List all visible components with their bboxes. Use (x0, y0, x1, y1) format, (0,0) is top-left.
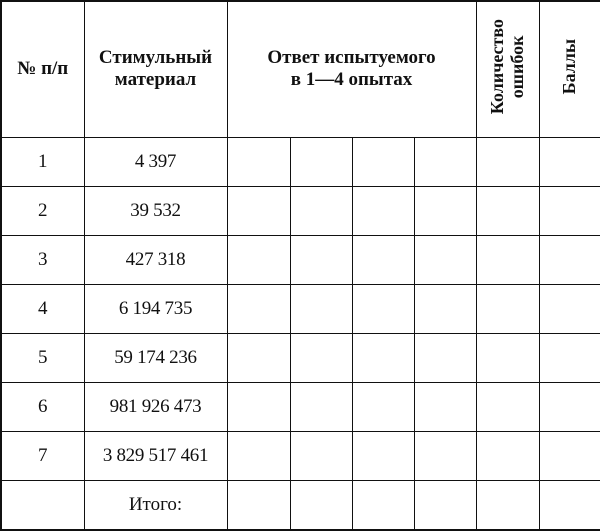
table-row (1, 186, 600, 235)
row-stimulus: 981 926 473 (84, 382, 227, 431)
response-cell-2 (290, 382, 352, 431)
table-row (1, 431, 600, 480)
response-cell-3 (352, 186, 414, 235)
total-response-cell-4 (414, 480, 476, 530)
row-stimulus: 427 318 (84, 235, 227, 284)
table-row (1, 382, 600, 431)
response-cell-3 (352, 284, 414, 333)
total-response-cell-2 (290, 480, 352, 530)
score-cell (539, 137, 600, 186)
response-cell-1 (227, 431, 290, 480)
response-cell-2 (290, 235, 352, 284)
score-cell (539, 431, 600, 480)
response-cell-2 (290, 137, 352, 186)
table-row (1, 137, 600, 186)
row-stimulus: 39 532 (84, 186, 227, 235)
table-header-row (1, 1, 600, 137)
header-number (1, 1, 84, 137)
response-cell-2 (290, 284, 352, 333)
errors-cell (476, 284, 539, 333)
response-cell-1 (227, 137, 290, 186)
score-cell (539, 186, 600, 235)
table-row (1, 235, 600, 284)
total-row (1, 480, 600, 530)
header-errors-label (488, 19, 528, 114)
header-response (227, 1, 476, 137)
errors-cell (476, 382, 539, 431)
response-cell-2 (290, 333, 352, 382)
response-cell-3 (352, 431, 414, 480)
score-cell (539, 235, 600, 284)
score-cell (539, 382, 600, 431)
total-label: Итого: (84, 480, 227, 530)
response-cell-4 (414, 284, 476, 333)
errors-cell (476, 333, 539, 382)
total-response-cell-3 (352, 480, 414, 530)
response-cell-4 (414, 137, 476, 186)
errors-cell (476, 137, 539, 186)
response-cell-4 (414, 235, 476, 284)
errors-cell (476, 186, 539, 235)
header-errors-line2: ошибок (506, 34, 527, 98)
header-errors (476, 1, 539, 137)
response-cell-1 (227, 382, 290, 431)
row-stimulus: 3 829 517 461 (84, 431, 227, 480)
response-cell-3 (352, 137, 414, 186)
response-cell-3 (352, 235, 414, 284)
response-cell-2 (290, 186, 352, 235)
row-stimulus: 4 397 (84, 137, 227, 186)
response-cell-4 (414, 382, 476, 431)
header-stimulus (84, 1, 227, 137)
header-score-label: Баллы (558, 38, 579, 94)
total-response-cell-1 (227, 480, 290, 530)
header-response-line2: в 1—4 опытах (290, 69, 413, 91)
row-number: 5 (1, 333, 84, 382)
errors-cell (476, 235, 539, 284)
row-number: 1 (1, 137, 84, 186)
row-number: 6 (1, 382, 84, 431)
row-number: 2 (1, 186, 84, 235)
errors-cell (476, 431, 539, 480)
response-cell-1 (227, 186, 290, 235)
response-cell-2 (290, 431, 352, 480)
header-errors-line1: Количество (486, 18, 507, 114)
response-cell-3 (352, 333, 414, 382)
response-cell-1 (227, 235, 290, 284)
response-cell-1 (227, 333, 290, 382)
response-cell-1 (227, 284, 290, 333)
header-score (539, 1, 600, 137)
total-errors-cell (476, 480, 539, 530)
row-stimulus: 6 194 735 (84, 284, 227, 333)
response-cell-4 (414, 431, 476, 480)
row-stimulus: 59 174 236 (84, 333, 227, 382)
total-score-cell (539, 480, 600, 530)
header-response-line1: Ответ испытуемого (267, 47, 436, 69)
response-cell-3 (352, 382, 414, 431)
score-cell (539, 284, 600, 333)
table-row (1, 333, 600, 382)
row-number: 7 (1, 431, 84, 480)
score-cell (539, 333, 600, 382)
row-number: 4 (1, 284, 84, 333)
response-cell-4 (414, 186, 476, 235)
total-empty-cell (1, 480, 84, 530)
response-cell-4 (414, 333, 476, 382)
row-number: 3 (1, 235, 84, 284)
header-number-label: № п/п (17, 58, 69, 80)
header-stimulus-line1: Стимульный (98, 47, 213, 69)
table-row (1, 284, 600, 333)
header-stimulus-line2: материал (114, 69, 197, 91)
